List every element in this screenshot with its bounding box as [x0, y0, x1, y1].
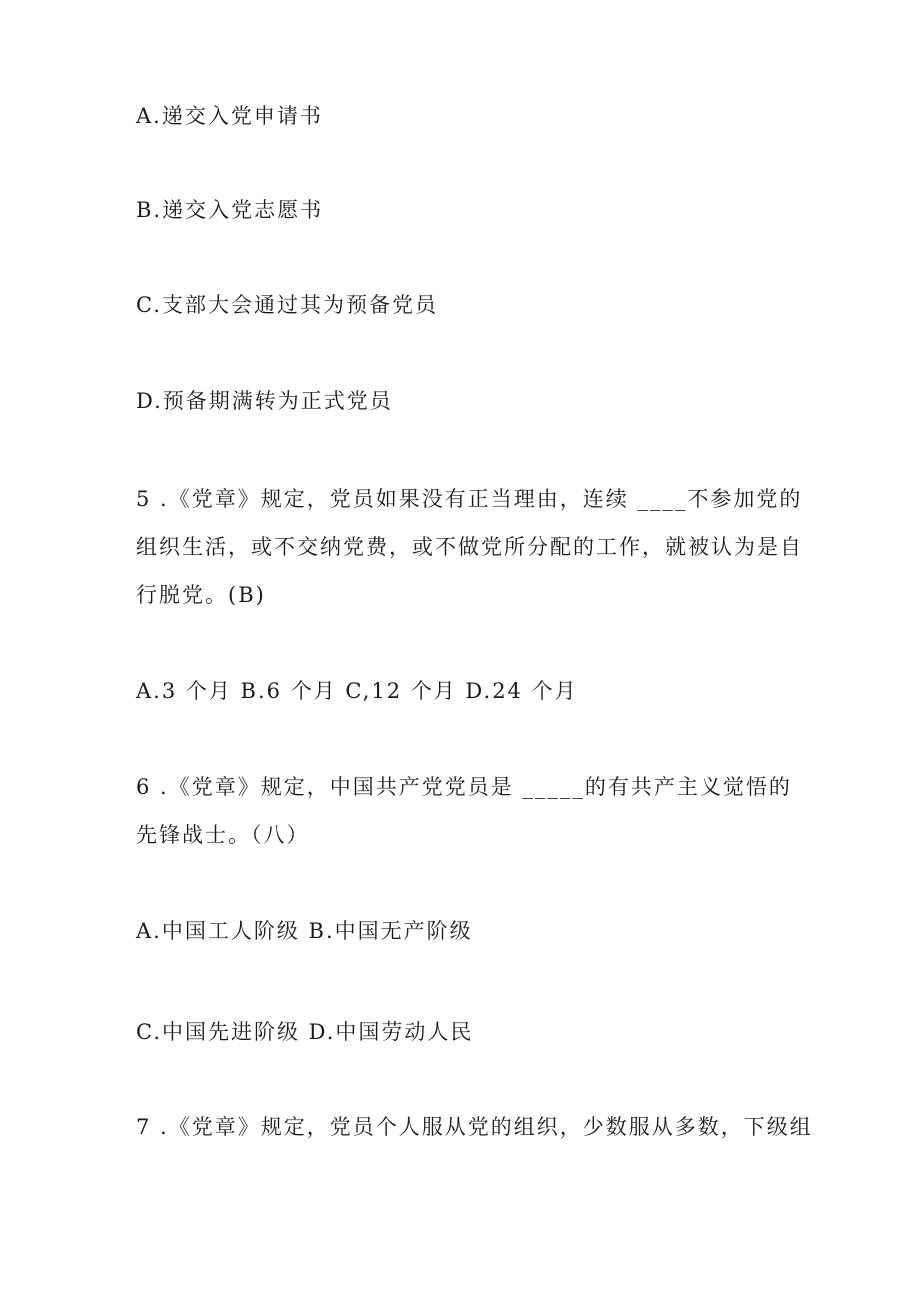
option-d-line: D.预备期满转为正式党员 [136, 389, 393, 413]
question-7-line-1: 7 .《党章》规定，党员个人服从党的组织，少数服从多数，下级组 [136, 1115, 813, 1139]
question-6-options-ab: A.中国工人阶级 B.中国无产阶级 [136, 919, 473, 943]
question-5-line-1: 5 .《党章》规定，党员如果没有正当理由，连续 ____不参加党的 [136, 487, 803, 511]
question-5-line-3: 行脱党。(B) [136, 583, 266, 607]
question-5-line-2: 组织生活，或不交纳党费，或不做党所分配的工作，就被认为是自 [136, 535, 803, 559]
option-c-line: C.支部大会通过其为预备党员 [136, 293, 438, 317]
question-6-options-cd: C.中国先进阶级 D.中国劳动人民 [136, 1020, 474, 1044]
question-5-options: A.3 个月 B.6 个月 C,12 个月 D.24 个月 [136, 679, 578, 703]
option-a-line: A.递交入党申请书 [136, 104, 323, 128]
question-6-line-2: 先锋战士。（八） [136, 823, 310, 847]
question-6-line-1: 6 .《党章》规定，中国共产党党员是 _____的有共产主义觉悟的 [136, 775, 792, 799]
option-b-line: B.递交入党志愿书 [136, 198, 324, 222]
